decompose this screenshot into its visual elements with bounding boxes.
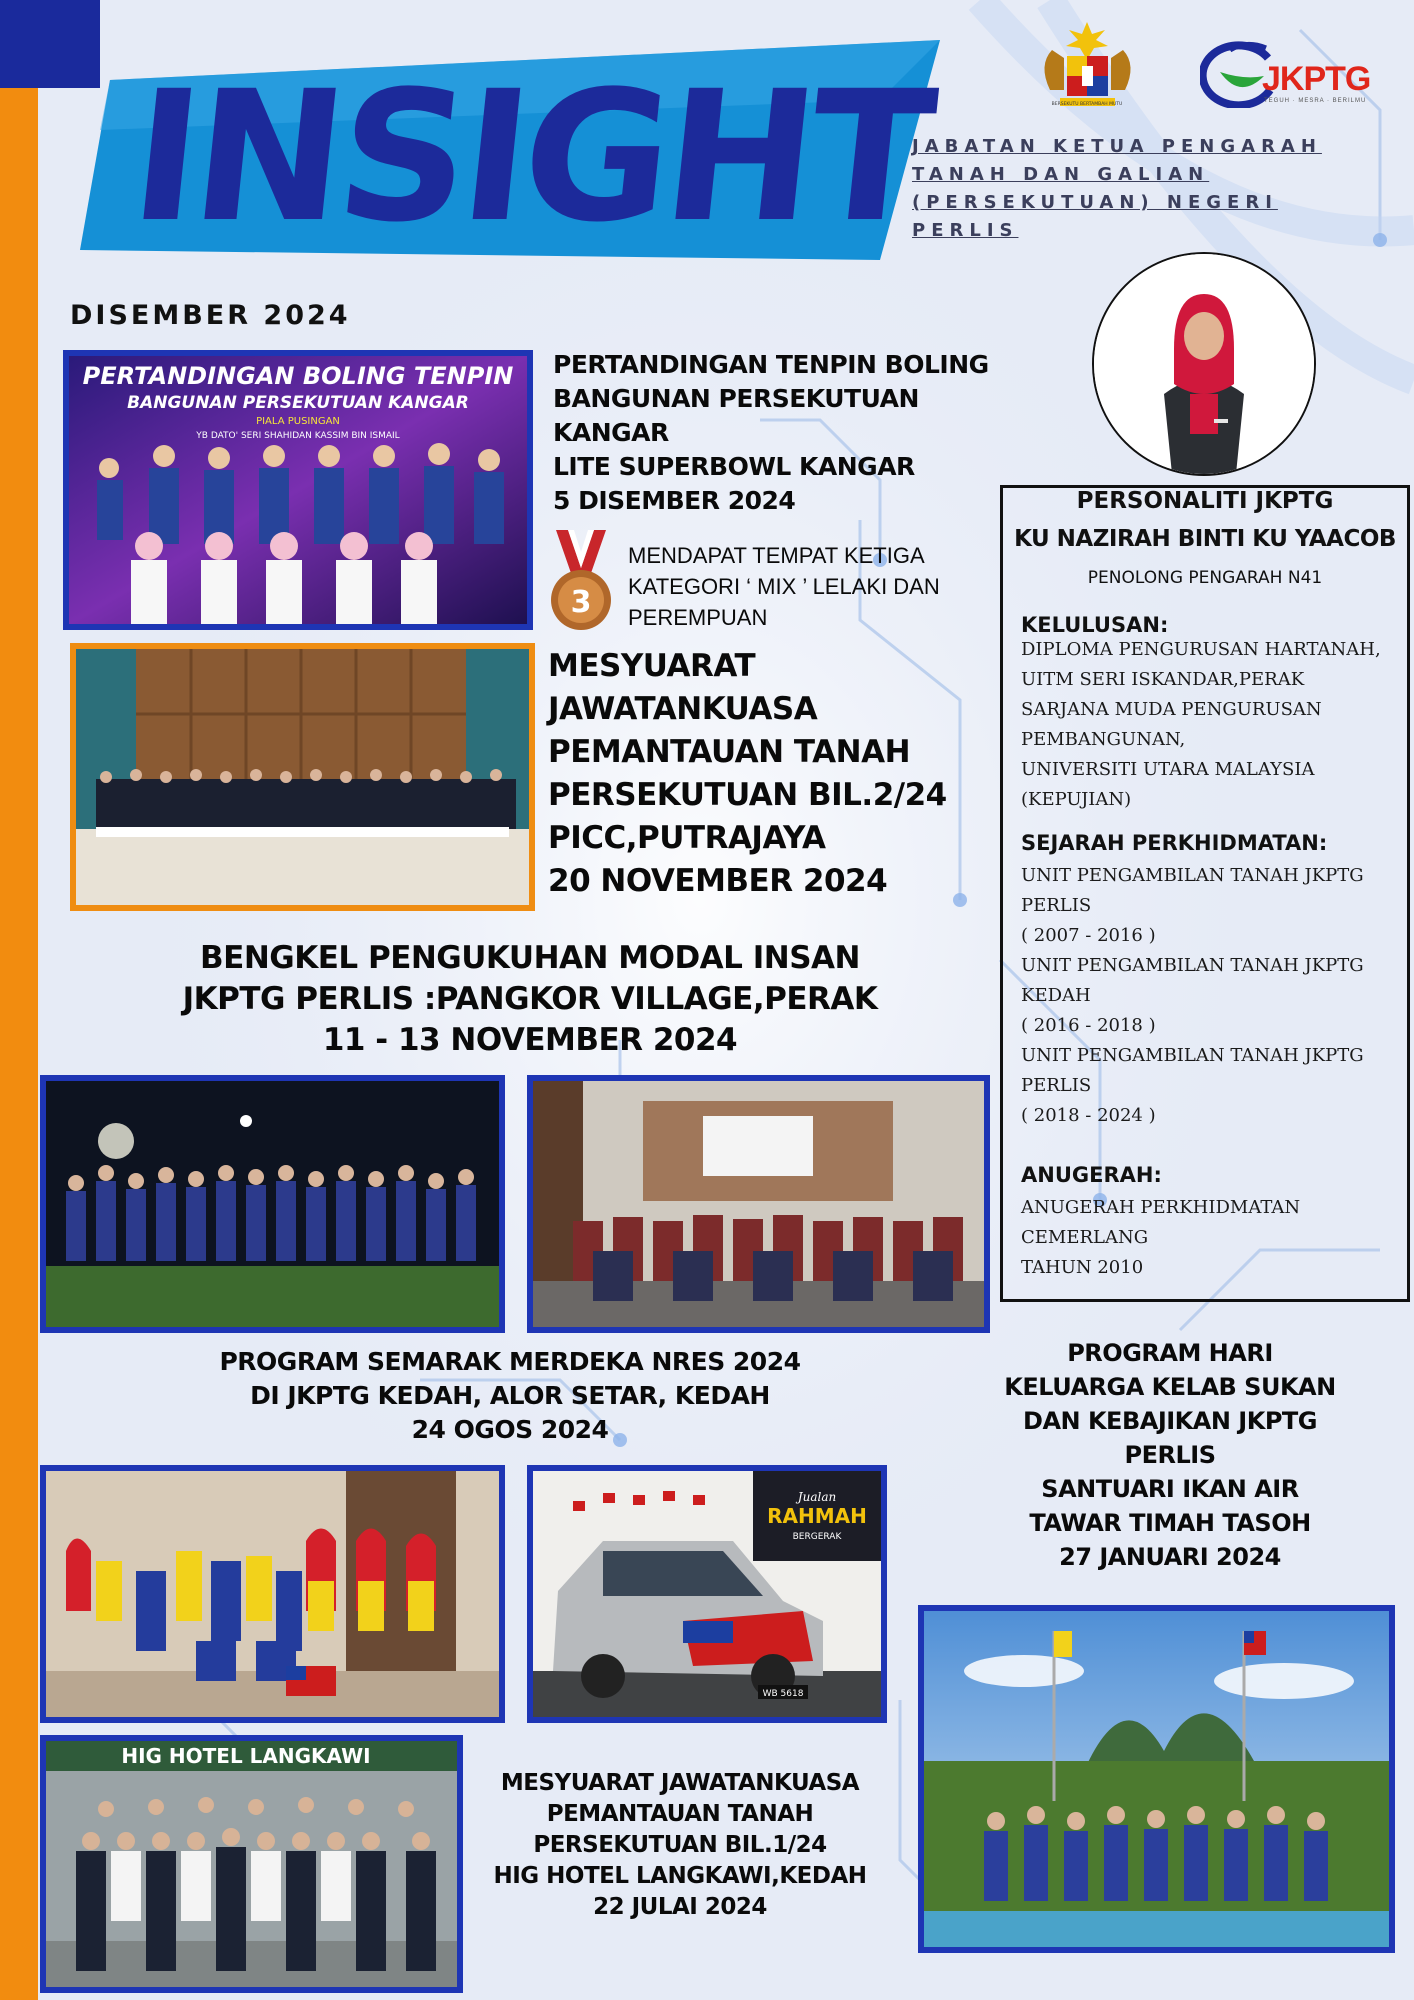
picc-title-line: PICC,PUTRAJAYA	[548, 820, 826, 856]
service-line: KEDAH	[1021, 985, 1091, 1006]
family-day-photo	[918, 1605, 1395, 1953]
bowling-title	[553, 348, 989, 518]
qualification-label: KELULUSAN:	[1021, 613, 1169, 637]
merdeka-title-line: 24 OGOS 2024	[411, 1415, 609, 1444]
bowling-award-line: KATEGORI ‘ MIX ’ LELAKI DAN	[628, 574, 940, 599]
bowling-award-line: PEREMPUAN	[628, 605, 768, 630]
bowling-banner-line: PERTANDINGAN BOLING TENPIN	[82, 362, 514, 390]
bronze-medal-icon	[548, 530, 614, 632]
bowling-banner-line: BANGUNAN PERSEKUTUAN KANGAR	[127, 393, 469, 413]
car-sign-line: RAHMAH	[767, 1504, 867, 1528]
masthead-title: INSIGHT	[122, 53, 938, 262]
jkptg-logo	[1200, 28, 1375, 108]
qualification-line: PEMBANGUNAN,	[1021, 729, 1186, 750]
issue-date: DISEMBER 2024	[70, 300, 351, 331]
agency-line: (PERSEKUTUAN) NEGERI	[912, 192, 1278, 213]
award-list	[1021, 1193, 1411, 1283]
picc-title-line: 20 NOVEMBER 2024	[548, 863, 888, 899]
medal-number: 3	[570, 585, 592, 620]
crest-motto: BERSEKUTU BERTAMBAH MUTU	[1051, 102, 1123, 107]
malaysia-coat-of-arms-logo	[1030, 20, 1145, 110]
merdeka-car-photo	[527, 1465, 887, 1723]
service-line: PERLIS	[1021, 895, 1092, 916]
bowling-title-line: KANGAR	[553, 418, 669, 447]
picc-meeting-title	[548, 645, 947, 903]
workshop-title-line: BENGKEL PENGUKUHAN MODAL INSAN	[200, 940, 860, 976]
langkawi-title-line: 22 JULAI 2024	[593, 1894, 767, 1920]
qualification-line: (KEPUJIAN)	[1021, 789, 1132, 810]
agency-line: TANAH DAN GALIAN	[912, 164, 1210, 185]
workshop-night-photo	[40, 1075, 505, 1333]
car-sign-line: Jualan	[797, 1490, 837, 1504]
qualification-list	[1021, 635, 1411, 815]
qualification-line: UITM SERI ISKANDAR,PERAK	[1021, 669, 1305, 690]
merdeka-title	[160, 1345, 860, 1447]
agency-line: PERLIS	[912, 220, 1019, 241]
family-day-title	[990, 1336, 1350, 1574]
langkawi-title-line: MESYUARAT JAWATANKUASA	[500, 1770, 860, 1796]
family-day-title-line: DAN KEBAJIKAN JKPTG	[1023, 1407, 1317, 1435]
service-line: ( 2016 - 2018 )	[1021, 1015, 1156, 1036]
family-day-title-line: PROGRAM HARI	[1067, 1339, 1273, 1367]
workshop-title-line: 11 - 13 NOVEMBER 2024	[322, 1022, 738, 1058]
bowling-title-line: 5 DISEMBER 2024	[553, 486, 796, 515]
jkptg-tagline: TEGUH · MESRA · BERILMU	[1264, 98, 1367, 104]
family-day-title-line: SANTUARI IKAN AIR	[1041, 1475, 1299, 1503]
bowling-banner-line: PIALA PUSINGAN	[256, 416, 340, 427]
insight-banner	[80, 40, 950, 280]
bowling-title-line: PERTANDINGAN TENPIN BOLING	[553, 350, 989, 379]
langkawi-title-line: HIG HOTEL LANGKAWI,KEDAH	[493, 1863, 867, 1889]
service-line: PERLIS	[1021, 1075, 1092, 1096]
bowling-title-line: BANGUNAN PERSEKUTUAN	[553, 384, 919, 413]
jkptg-wordmark: JKPTG	[1262, 60, 1371, 98]
qualification-line: UNIVERSITI UTARA MALAYSIA	[1021, 759, 1315, 780]
service-line: UNIT PENGAMBILAN TANAH JKPTG	[1021, 865, 1364, 886]
award-line: CEMERLANG	[1021, 1227, 1149, 1248]
bowling-title-line: LITE SUPERBOWL KANGAR	[553, 452, 915, 481]
workshop-title-line: JKPTG PERLIS :PANGKOR VILLAGE,PERAK	[182, 981, 878, 1017]
personality-heading: PERSONALITI JKPTG	[1076, 488, 1334, 514]
family-day-title-line: 27 JANUARI 2024	[1059, 1543, 1281, 1571]
langkawi-meeting-photo	[40, 1735, 463, 1993]
merdeka-title-line: PROGRAM SEMARAK MERDEKA NRES 2024	[219, 1347, 801, 1376]
agency-line: JABATAN KETUA PENGARAH	[912, 136, 1322, 157]
workshop-title	[150, 938, 910, 1061]
bowling-award	[628, 540, 940, 633]
picc-title-line: JAWATANKUASA	[548, 691, 818, 727]
merdeka-title-line: DI JKPTG KEDAH, ALOR SETAR, KEDAH	[250, 1381, 770, 1410]
service-line: ( 2007 - 2016 )	[1021, 925, 1156, 946]
orange-side-bar	[0, 0, 38, 2000]
picc-title-line: MESYUARAT	[548, 648, 756, 684]
langkawi-title-line: PEMANTAUAN TANAH	[546, 1801, 814, 1827]
langkawi-meeting-title	[470, 1768, 890, 1923]
langkawi-title-line: PERSEKUTUAN BIL.1/24	[533, 1832, 827, 1858]
bowling-photo	[63, 350, 533, 630]
bowling-banner-line: YB DATO' SERI SHAHIDAN KASSIM BIN ISMAIL	[196, 431, 400, 441]
qualification-line: SARJANA MUDA PENGURUSAN	[1021, 699, 1322, 720]
picc-meeting-photo	[70, 643, 535, 911]
agency-name	[912, 133, 1412, 245]
hotel-sign: HIG HOTEL LANGKAWI	[121, 1744, 371, 1768]
family-day-title-line: PERLIS	[1124, 1441, 1216, 1469]
qualification-line: DIPLOMA PENGURUSAN HARTANAH,	[1021, 639, 1381, 660]
service-line: ( 2018 - 2024 )	[1021, 1105, 1156, 1126]
picc-title-line: PERSEKUTUAN BIL.2/24	[548, 777, 947, 813]
bowling-award-line: MENDAPAT TEMPAT KETIGA	[628, 543, 925, 568]
service-list	[1021, 861, 1411, 1131]
personality-profile-box	[1000, 485, 1410, 1302]
family-day-title-line: TAWAR TIMAH TASOH	[1029, 1509, 1311, 1537]
merdeka-group-photo	[40, 1465, 505, 1723]
award-line: ANUGERAH PERKHIDMATAN	[1021, 1197, 1301, 1218]
workshop-hall-photo	[527, 1075, 990, 1333]
car-plate: WB 5618	[762, 1689, 804, 1699]
service-label: SEJARAH PERKHIDMATAN:	[1021, 831, 1328, 855]
award-label: ANUGERAH:	[1021, 1163, 1162, 1187]
car-sign-line: BERGERAK	[792, 1532, 842, 1542]
picc-title-line: PEMANTAUAN TANAH	[548, 734, 911, 770]
personality-portrait	[1092, 252, 1316, 476]
personality-name: KU NAZIRAH BINTI KU YAACOB	[1014, 526, 1396, 552]
family-day-title-line: KELUARGA KELAB SUKAN	[1004, 1373, 1336, 1401]
service-line: UNIT PENGAMBILAN TANAH JKPTG	[1021, 955, 1364, 976]
award-line: TAHUN 2010	[1021, 1257, 1144, 1278]
service-line: UNIT PENGAMBILAN TANAH JKPTG	[1021, 1045, 1364, 1066]
personality-position: PENOLONG PENGARAH N41	[1087, 568, 1323, 588]
